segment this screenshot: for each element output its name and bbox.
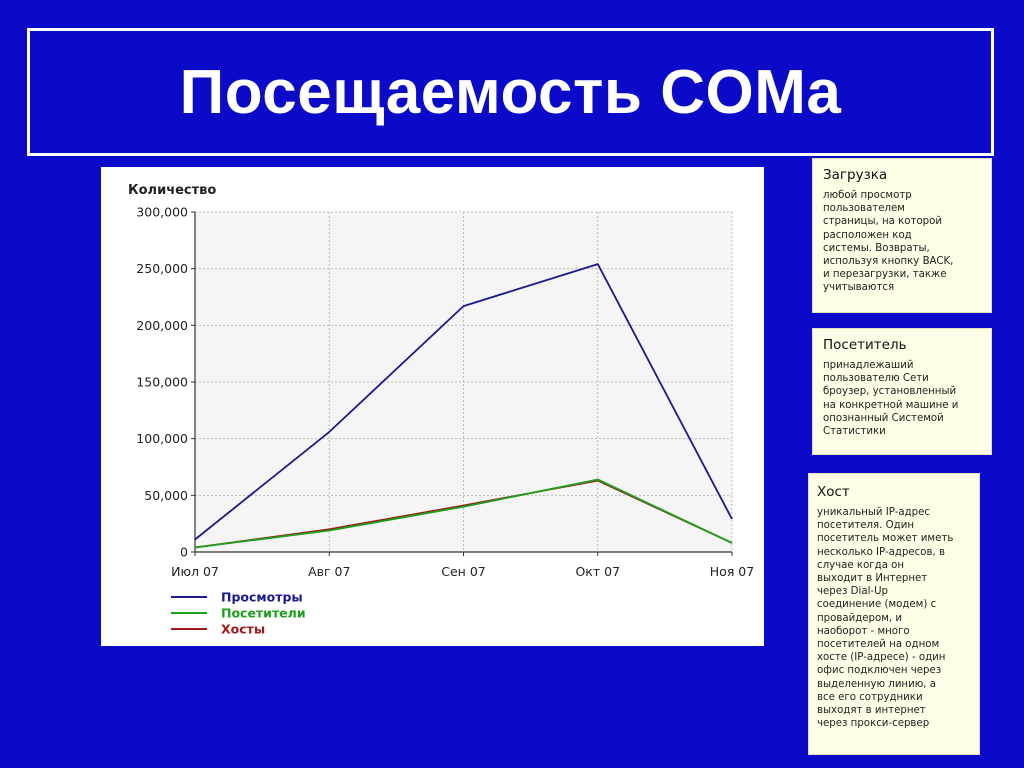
x-tick-label: Ноя 07 [709, 564, 755, 579]
y-tick-label: 150,000 [136, 374, 188, 390]
y-tick-label: 100,000 [136, 431, 188, 447]
y-tick-label: 0 [180, 544, 188, 560]
note-visitor [812, 328, 992, 455]
x-tick-label: Июл 07 [171, 564, 219, 579]
note-host-body: уникальный IP-адрес посетителя. Один посетитель может иметь несколько IP-адресов, в случае когда он выходит в Интернет через Dial-Up соединение (модем) с провайдером, и наоборот - много посетителей на одном хосте (IP-адресе) - один офис подключен через выделенную линию, а все его сотрудники выходят в интернет через прокси-сервер [817, 507, 954, 730]
legend-label-0: Просмотры [221, 589, 303, 605]
y-tick-label: 250,000 [136, 261, 188, 277]
note-download-title: Загрузка [823, 167, 888, 183]
note-download [812, 158, 992, 313]
legend-label-2: Хосты [221, 621, 266, 637]
slide-title: Посещаемость COMa [179, 57, 842, 127]
y-tick-label: 50,000 [144, 487, 188, 503]
line-chart [101, 167, 764, 646]
y-tick-label: 300,000 [136, 204, 188, 220]
x-tick-label: Авг 07 [308, 564, 351, 579]
note-download-body: любой просмотр пользователем страницы, на которой расположен код системы. Возвраты, используя кнопку BACK, и перезагрузки, также учитываются [823, 190, 954, 294]
y-axis-label: Количество [128, 183, 217, 198]
chart-panel [101, 167, 764, 646]
x-tick-label: Окт 07 [575, 564, 621, 579]
note-visitor-body: принадлежаший пользователю Сети броузер, установленный на конкретной машине и опознанный Системой Статистики [823, 360, 959, 438]
y-tick-label: 200,000 [136, 317, 188, 333]
x-tick-label: Сен 07 [441, 564, 486, 579]
title-box [27, 28, 994, 156]
note-host [808, 473, 980, 755]
legend-label-1: Посетители [221, 605, 306, 621]
note-visitor-title: Посетитель [823, 337, 907, 353]
note-host-title: Хост [817, 484, 850, 500]
